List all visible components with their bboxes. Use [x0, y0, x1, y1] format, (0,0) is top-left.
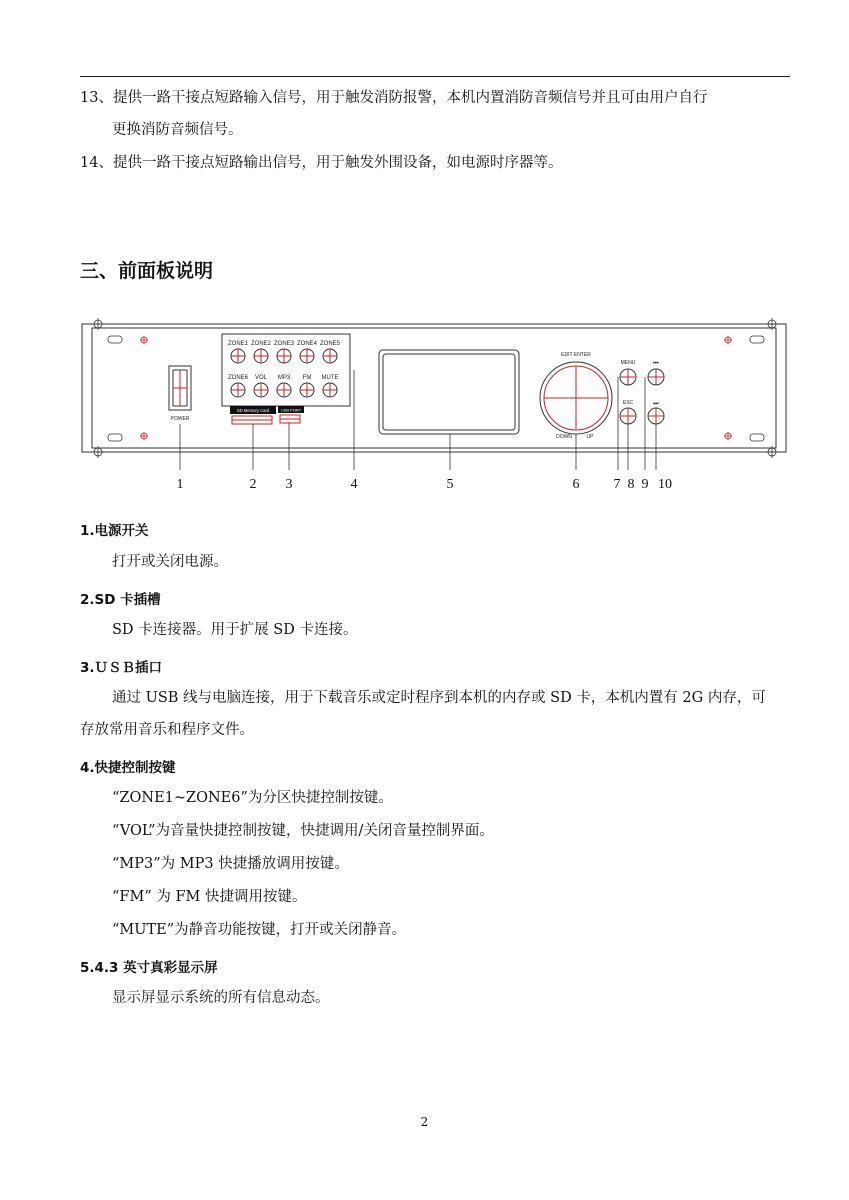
power-label: POWER [170, 416, 190, 422]
callout-1: 1 [176, 477, 184, 492]
screw-marks [140, 336, 732, 440]
power-switch [169, 366, 191, 422]
section-4-text-3: “MP3”为 MP3 快捷播放调用按键。 [112, 856, 349, 872]
usb-port [278, 406, 304, 423]
section-title: 三、前面板说明 [80, 260, 214, 282]
esc-label: ESC [622, 400, 634, 406]
list-item-13: 13、提供一路干接点短路输入信号，用于触发消防报警，本机内置消防音频信号并且可由用户自行 [80, 90, 708, 106]
key-label-zone5: ZONE5 [319, 341, 341, 347]
quick-key-button-zone2 [254, 349, 268, 363]
section-4-text-5: “MUTE”为静音功能按键，打开或关闭静音。 [112, 922, 407, 938]
section-3-title: 3.ＵＳＢ插口 [80, 660, 163, 676]
section-4-title: 4.快捷控制按键 [80, 760, 176, 776]
sd-label: SD Memory Card [236, 408, 270, 413]
callout-2: 2 [249, 477, 257, 492]
nav-buttons [620, 360, 664, 424]
callout-8: 8 [627, 477, 635, 492]
corner-screws [92, 318, 778, 458]
key-label-zone4: ZONE4 [296, 341, 318, 347]
quick-key-button-zone1 [231, 349, 245, 363]
section-5-text: 显示屏显示系统的所有信息动态。 [112, 990, 330, 1006]
quick-key-button-mute [323, 383, 337, 397]
section-1-text: 打开或关闭电源。 [112, 554, 228, 570]
jog-knob [540, 352, 612, 440]
menu-label: MENU [620, 360, 636, 366]
section-1-title: 1.电源开关 [80, 523, 149, 539]
quick-key-button-zone5 [323, 349, 337, 363]
key-label-zone6: ZONE6 [227, 375, 249, 381]
quick-key-button-mp3 [277, 383, 291, 397]
edit-enter-label: EDIT ENTER [561, 352, 591, 358]
key-label-vol: VOL [254, 375, 268, 381]
callout-6: 6 [572, 477, 580, 492]
sd-card-slot [230, 406, 276, 424]
quick-key-button-zone4 [300, 349, 314, 363]
key-label-mp3: MP3 [277, 375, 291, 381]
section-4-text-1: “ZONE1~ZONE6”为分区快捷控制按键。 [112, 790, 393, 806]
quick-key-button-zone3 [277, 349, 291, 363]
page-number: 2 [420, 1115, 429, 1129]
callout-4: 4 [350, 477, 358, 492]
callout-7: 7 [613, 477, 621, 492]
callout-5: 5 [446, 477, 454, 492]
section-3-text-1: 通过 USB 线与电脑连接，用于下载音乐或定时程序到本机的内存或 SD 卡，本机内置有 2G 内存，可 [112, 690, 766, 706]
section-2-title: 2.SD 卡插槽 [80, 592, 161, 608]
quick-key-buttons [231, 349, 337, 397]
section-3-text-2: 存放常用音乐和程序文件。 [80, 722, 254, 738]
key-label-fm: FM [302, 375, 312, 381]
quick-key-button-fm [300, 383, 314, 397]
header-rule [80, 76, 790, 77]
key-label-mute: MUTE [321, 375, 339, 381]
quick-key-button-vol [254, 383, 268, 397]
key-label-zone2: ZONE2 [250, 341, 272, 347]
section-4-text-2: “VOL”为音量快捷控制按键，快捷调用/关闭音量控制界面。 [112, 823, 494, 839]
up-label: UP [586, 434, 594, 440]
quick-key-button-zone6 [231, 383, 245, 397]
list-item-13-cont: 更换消防音频信号。 [112, 122, 243, 138]
callout-3: 3 [285, 477, 293, 492]
mounting-slots [108, 336, 764, 441]
section-5-title: 5.4.3 英寸真彩显示屏 [80, 960, 218, 976]
prev-icon: ⏮ [653, 361, 659, 367]
list-item-14: 14、提供一路干接点短路输出信号，用于触发外围设备，如电源时序器等。 [80, 155, 563, 171]
callout-10: 10 [658, 477, 672, 492]
usb-label: USB PORT [280, 407, 302, 413]
callout-numbers [177, 477, 673, 492]
key-label-zone3: ZONE3 [273, 341, 295, 347]
section-2-text: SD 卡连接器。用于扩展 SD 卡连接。 [112, 622, 358, 638]
front-panel-diagram [80, 312, 790, 497]
callout-9: 9 [641, 477, 649, 492]
display-screen [379, 350, 519, 434]
next-icon: ⏭ [653, 401, 659, 407]
down-label: DOWN [556, 434, 572, 440]
section-4-text-4: “FM” 为 FM 快捷调用按键。 [112, 889, 307, 905]
key-label-zone1: ZONE1 [227, 341, 249, 347]
